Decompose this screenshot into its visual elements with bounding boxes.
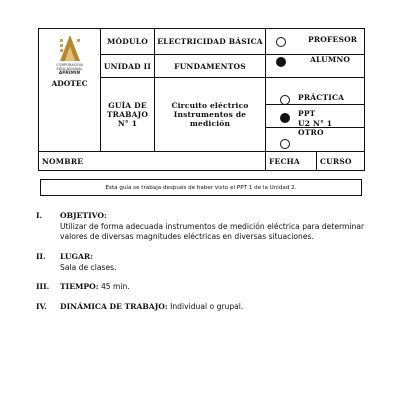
otro-label: OTRO: [298, 128, 324, 137]
nombre-field[interactable]: NOMBRE: [39, 152, 266, 170]
item-title: DINÁMICA DE TRABAJO:: [60, 302, 168, 311]
option-practica[interactable]: [266, 78, 364, 105]
fecha-field[interactable]: FECHA: [266, 152, 317, 170]
guia-label: GUÍA DE TRABAJO N° 1: [101, 78, 155, 152]
profesor-label: PROFESOR: [308, 35, 358, 44]
ppt-radio[interactable]: [280, 113, 290, 123]
logo-brand: APRIMIN: [58, 71, 81, 76]
item-title: TIEMPO:: [60, 282, 99, 291]
otro-radio[interactable]: [280, 139, 290, 149]
practica-label: PRÁCTICA: [298, 93, 345, 102]
logo-line2: EDUCACIONAL: [56, 67, 83, 71]
note-box: Esta guía se trabaja después de haber visto el PPT 1 de la Unidad 2.: [40, 179, 362, 196]
practica-radio[interactable]: [280, 95, 290, 105]
aprimin-logo-icon: [56, 33, 84, 63]
item-number: II.: [36, 252, 46, 261]
ppt-label-line1: PPT: [298, 109, 316, 118]
item-text: Utilizar de forma adecuada instrumentos de medición eléctrica para determinar valores de diversas magnitudes eléctricas en diversas situaciones.: [60, 221, 365, 241]
ppt-label-line2: U2 N° 1: [298, 119, 333, 128]
alumno-label: ALUMNO: [310, 55, 351, 64]
unidad-label: UNIDAD II: [101, 55, 155, 78]
logo-line1: CORPORACIÓN: [56, 63, 83, 67]
item-number: III.: [36, 282, 50, 291]
item-title: LUGAR:: [60, 252, 94, 261]
alumno-radio[interactable]: [276, 57, 286, 67]
option-alumno[interactable]: [266, 55, 364, 78]
item-text: Individual o grupal.: [170, 302, 244, 311]
header-table: [38, 28, 365, 171]
item-text: Sala de clases.: [60, 262, 117, 272]
school-name: ADOTEC: [51, 79, 88, 88]
item-number: I.: [36, 211, 43, 220]
logo-cell: [39, 29, 101, 152]
guia-value: Circuito eléctrico Instrumentos de medición: [155, 78, 266, 152]
item-text: 45 min.: [100, 282, 130, 291]
item-title: OBJETIVO:: [60, 211, 107, 220]
option-profesor[interactable]: [266, 29, 364, 55]
option-otro[interactable]: [266, 128, 364, 152]
profesor-radio[interactable]: [276, 37, 286, 47]
modulo-value: ELECTRICIDAD BÁSICA: [155, 29, 266, 55]
modulo-label: MÓDULO: [101, 29, 155, 55]
unidad-value: FUNDAMENTOS: [155, 55, 266, 78]
option-ppt[interactable]: [266, 105, 364, 128]
curso-field[interactable]: CURSO: [320, 156, 352, 166]
item-number: IV.: [36, 302, 47, 311]
